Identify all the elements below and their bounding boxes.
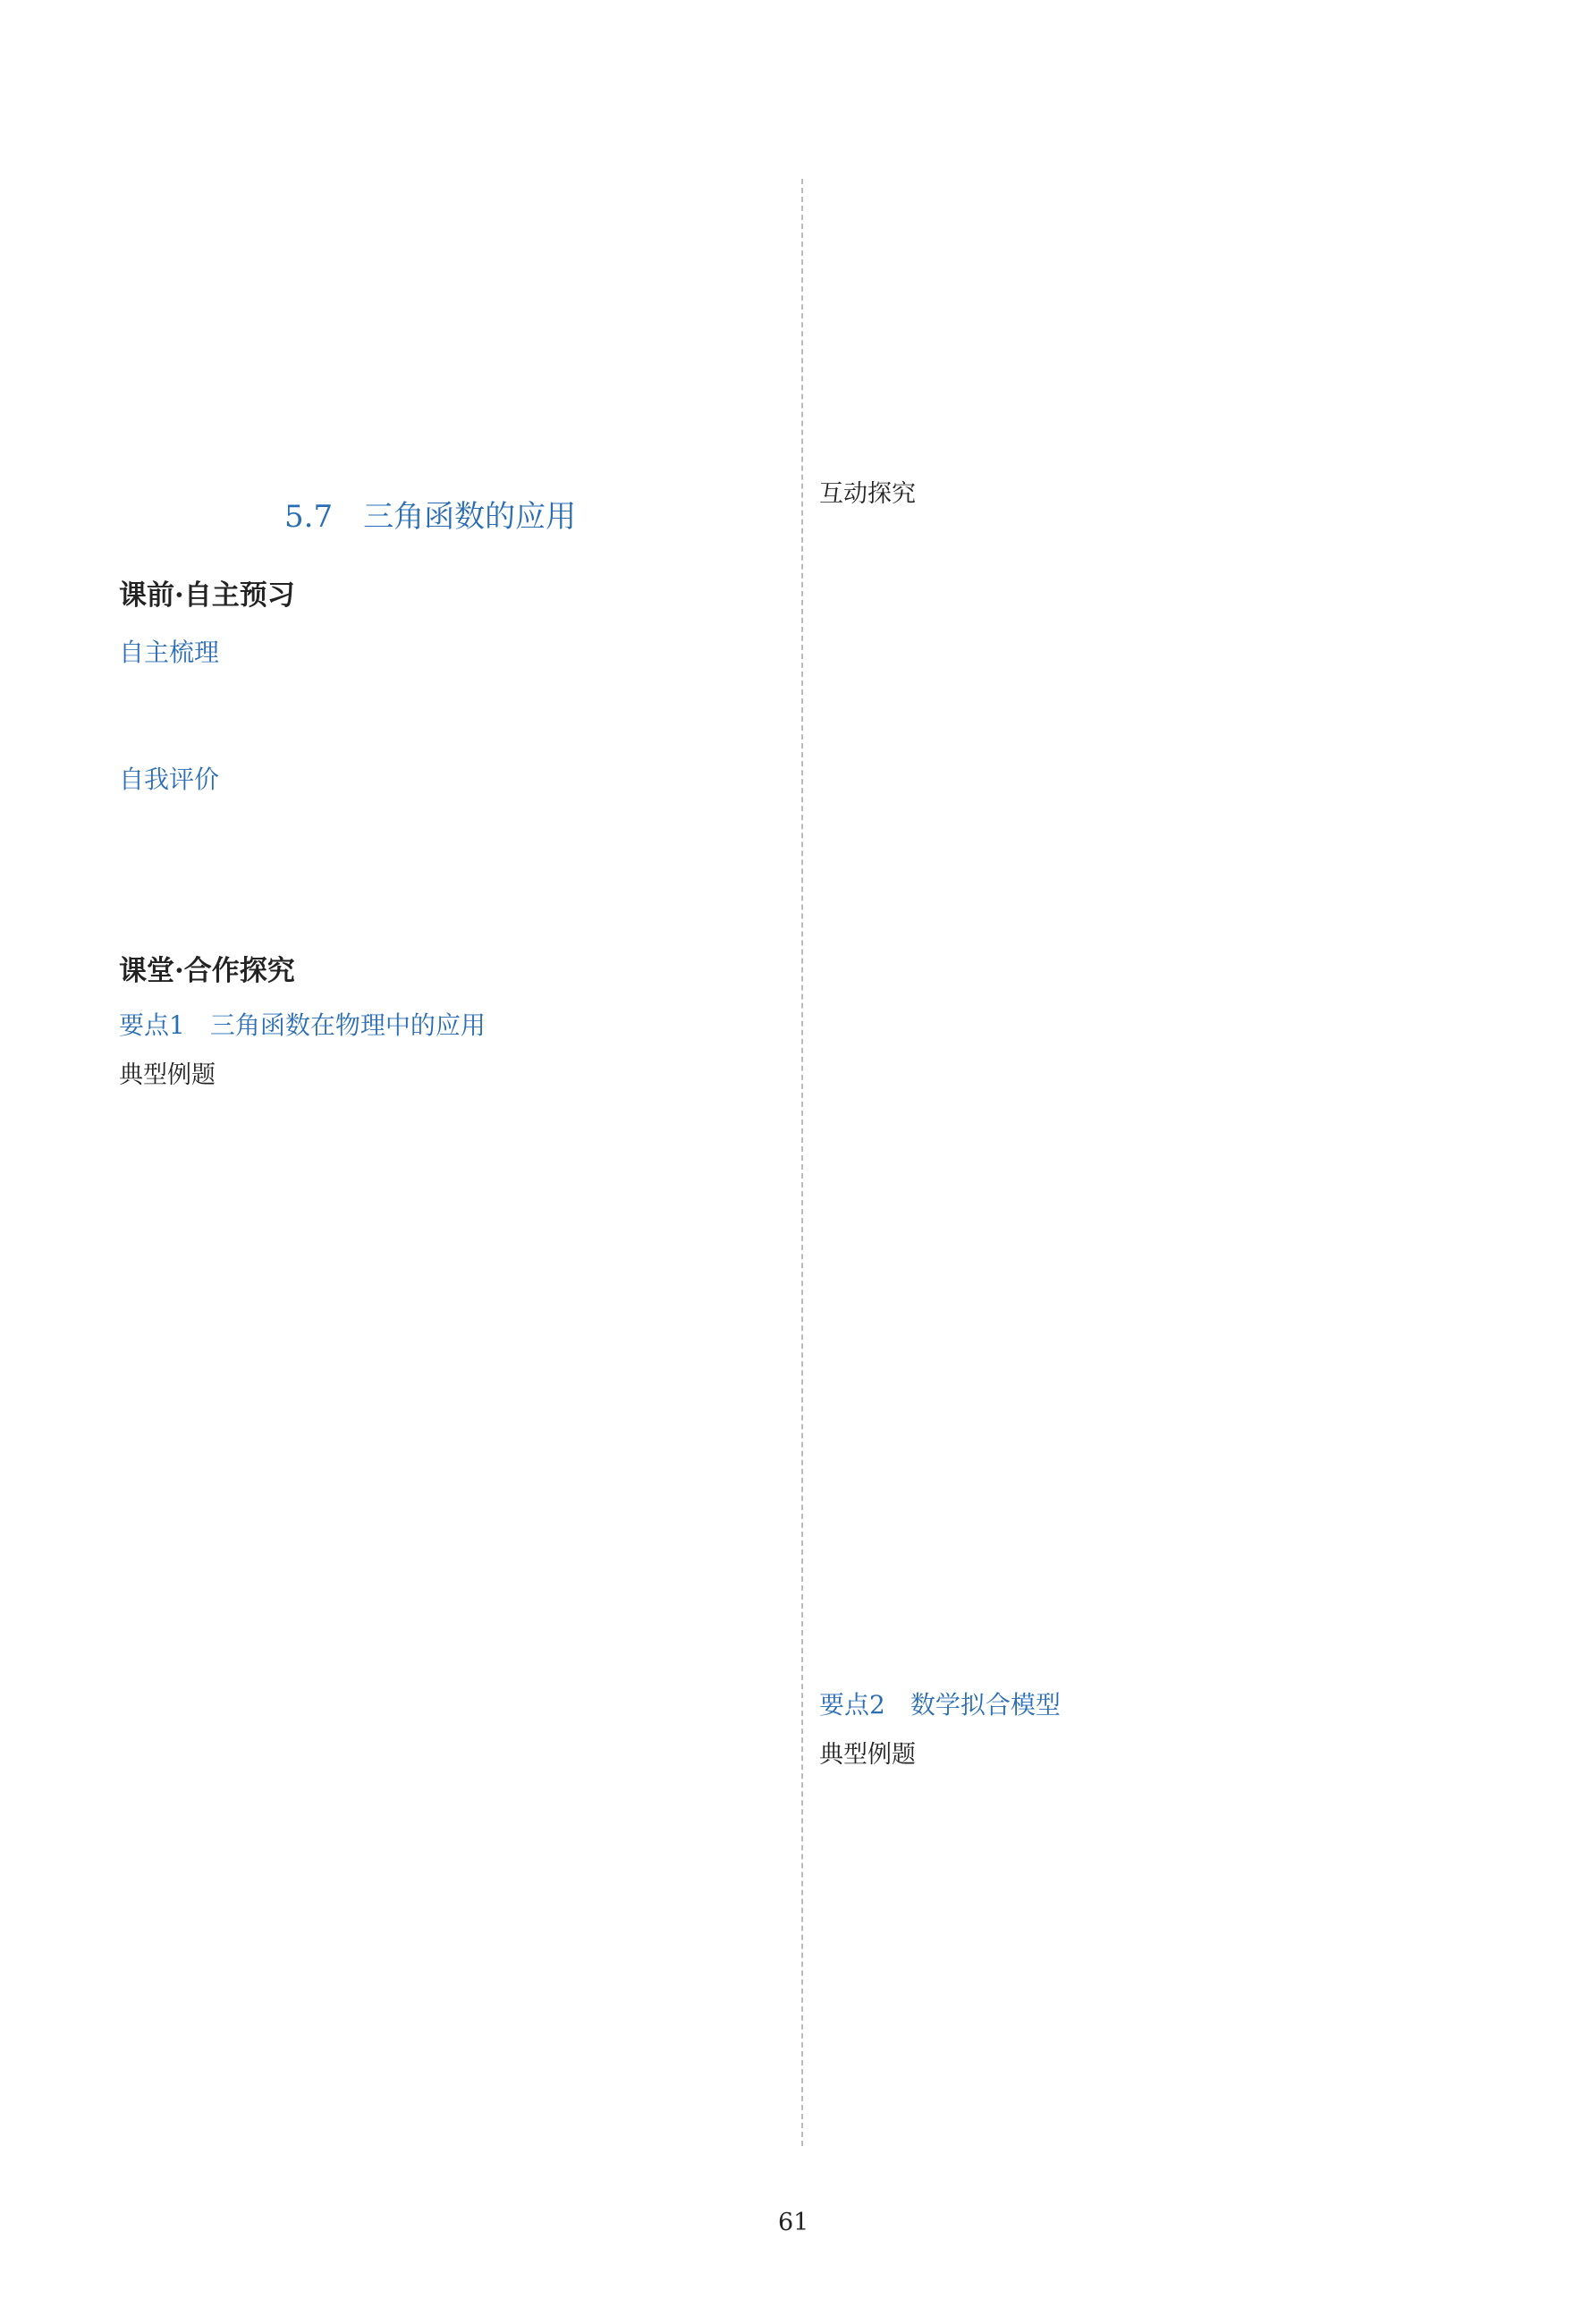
- example-label: 典型例题: [119, 1061, 216, 1089]
- key-point-1: 要点1 三角函数在物理中的应用: [119, 1010, 486, 1040]
- interactive-label: 互动探究: [819, 480, 916, 508]
- key-point-2: 要点2 数学拟合模型: [819, 1690, 1061, 1720]
- example-label-2: 典型例题: [819, 1741, 916, 1769]
- subheading-outline: 自主梳理: [119, 638, 220, 667]
- heading-preview: 课前·自主预习: [119, 579, 295, 612]
- column-divider: [801, 179, 803, 2146]
- page-number: 61: [778, 2209, 809, 2236]
- subheading-review: 自我评价: [119, 765, 220, 794]
- heading-class: 课堂·合作探究: [119, 955, 295, 987]
- section-title: 5.7 三角函数的应用: [284, 499, 577, 535]
